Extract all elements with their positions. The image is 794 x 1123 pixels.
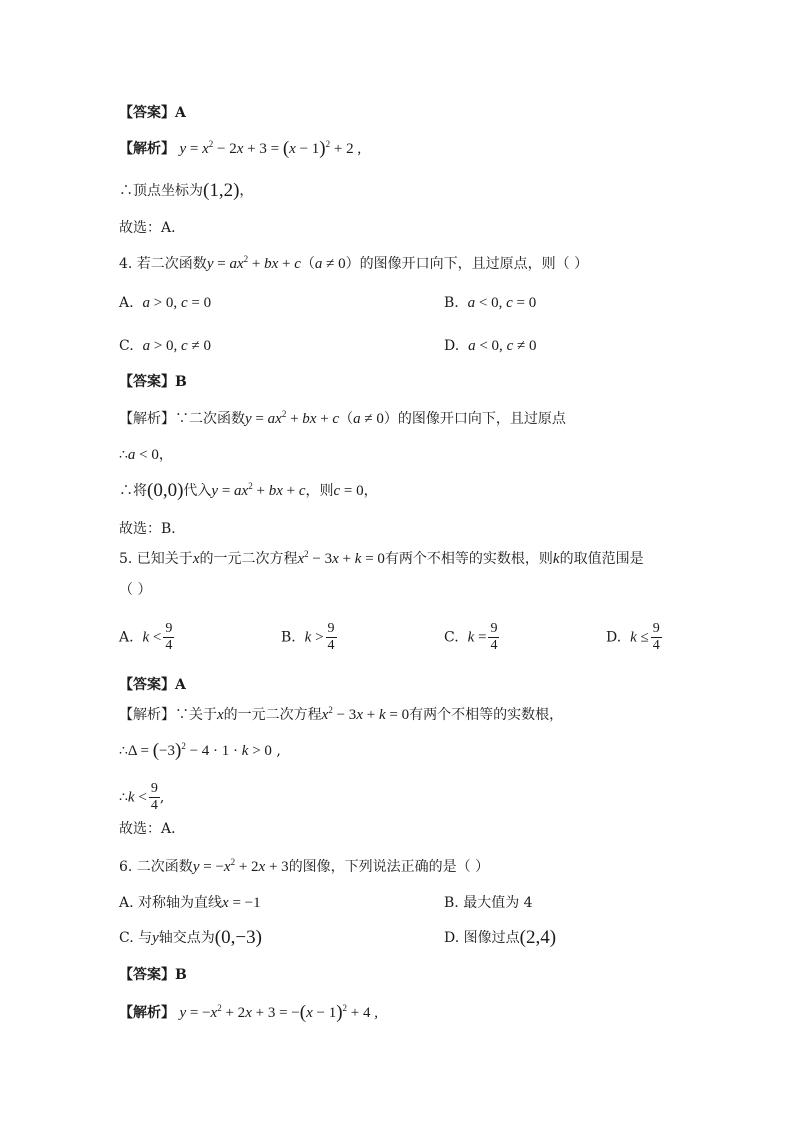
- answer-q6: 【答案】B: [119, 967, 187, 983]
- question-4-option-c: C. a > 0, c ≠ 0: [119, 338, 211, 354]
- question-6-option-d: D. 图像过点(2,4): [444, 927, 557, 948]
- question-4-stem: 4. 若二次函数$y = ax^2$ + bx + c（a ≠ 0）的图像开口向下，且过原点，则（ ）: [119, 254, 589, 272]
- solution-q3-vertex: ∴顶点坐标为(1,2)，: [119, 180, 254, 201]
- answer-q4: 【答案】B: [119, 374, 187, 390]
- answer-q5: 【答案】A: [119, 677, 186, 693]
- question-4-option-a: A. a > 0, c = 0: [119, 295, 212, 311]
- question-6-option-b: B. 最大值为 4: [444, 895, 533, 911]
- question-6-stem: 6. 二次函数$y = -x^2 + 2x + 3$的图像，下列说法正确的是（ ）: [119, 857, 490, 875]
- question-5-option-c: C. k = $\frac{9}{4}$: [444, 621, 498, 653]
- answer-q3: 【答案】A: [119, 105, 186, 121]
- solution-q4-line2: ∴a < 0，: [119, 447, 173, 463]
- question-6-option-c: C. 与y轴交点为(0,−3): [119, 927, 262, 948]
- solution-q3: 【解析】 $y = x^2 - 2x + 3 = (x - 1)^2 + 2$ ,: [119, 138, 362, 159]
- question-5-option-d: D. k ≤ $\frac{9}{4}$: [606, 621, 660, 653]
- question-5-paren: （ ）: [119, 582, 152, 598]
- solution-q5-conclusion: 故选：A．: [119, 821, 186, 837]
- question-5-stem: 5. 已知关于x的一元二次方程$x^2 - 3x + k = 0$有两个不相等的实数根，则k的取值范围是: [119, 549, 644, 567]
- solution-q4-line3: ∴将(0,0)代入$y = ax^2$ + bx + c，则c = 0，: [119, 480, 378, 501]
- solution-q4-conclusion: 故选：B．: [119, 521, 186, 537]
- solution-q3-conclusion: 故选：A．: [119, 220, 186, 236]
- solution-q5-result: ∴k < $\frac{9}{4}$ ,: [119, 781, 165, 813]
- solution-q5: 【解析】∵关于x的一元二次方程$x^2 - 3x + k = 0$有两个不相等的实数根，: [119, 705, 564, 723]
- question-4-option-d: D. a < 0, c ≠ 0: [444, 338, 537, 354]
- question-5-option-b: B. k > $\frac{9}{4}$: [281, 621, 335, 653]
- question-5-option-a: A. k < $\frac{9}{4}$: [119, 621, 173, 653]
- question-4-option-b: B. a < 0, c = 0: [444, 295, 537, 311]
- solution-q6: 【解析】 $y = -x^2 + 2x + 3 = -(x - 1)^2 + 4$ ,: [119, 1002, 379, 1023]
- solution-q5-discriminant: ∴Δ = $(-3)^2 - 4 \cdot 1 \cdot k > 0$ ,: [119, 740, 281, 761]
- question-6-option-a: A. 对称轴为直线x = −1: [119, 895, 261, 911]
- solution-q4: 【解析】∵二次函数$y = ax^2$ + bx + c（a ≠ 0）的图像开口向下，且过原点: [119, 409, 566, 427]
